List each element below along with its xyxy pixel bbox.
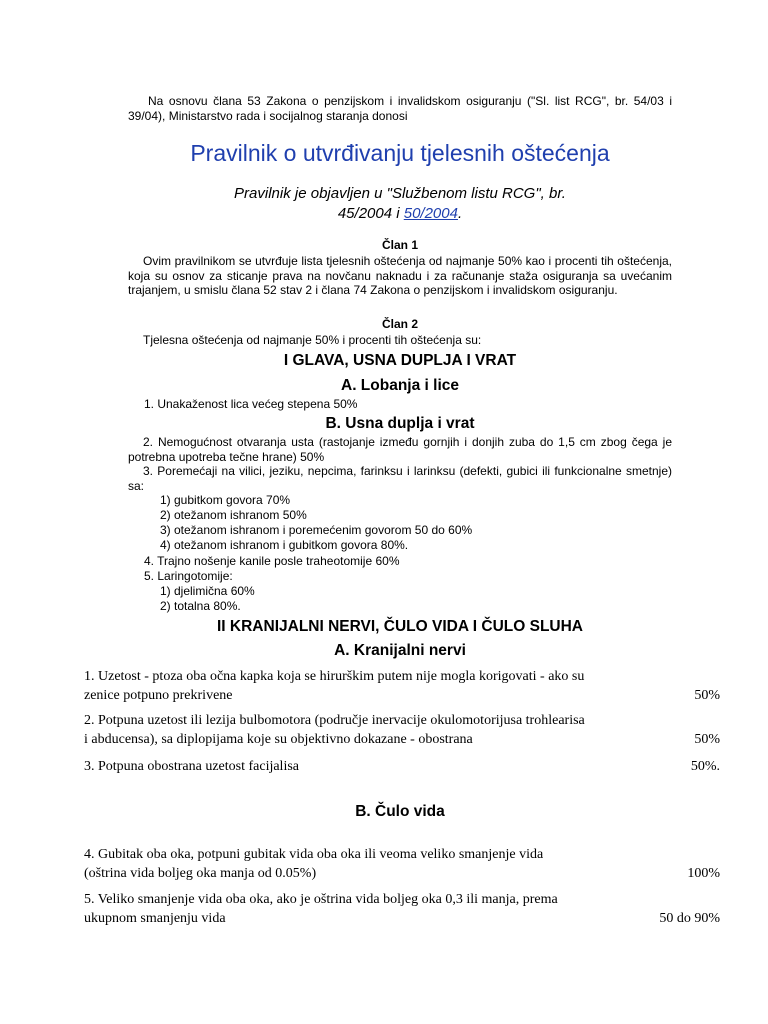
- page-title: Pravilnik o utvrđivanju tjelesnih oštećenja: [190, 140, 610, 166]
- subtitle-prefix: 45/2004 i: [337, 205, 404, 222]
- table-row: [84, 757, 724, 777]
- row-text-line-1: 5. Veliko smanjenje vida oba oka, ako je oštrina vida boljeg oka 0,3 ili manja, prema: [84, 892, 558, 907]
- glava1-section-b: B. Usna duplja i vrat: [325, 415, 475, 432]
- glava1-sub5-list: [160, 584, 660, 614]
- row-text-line-1: 3. Potpuna obostrana uzetost facijalisa: [84, 759, 299, 774]
- glava2-section-a: A. Kranijalni nervi: [334, 642, 466, 659]
- row-text-line-1: 4. Gubitak oba oka, potpuni gubitak vida oba oka ili veoma veliko smanjenje vida: [84, 847, 544, 862]
- clan1-text: Ovim pravilnikom se utvrđuje lista tjelesnih oštećenja od najmanje 50% kao i procenti tih oštećenja, koja su osnov za sticanje prava na novčanu naknadu i za računanje staža osiguranja sa uvećanim trajanjem, u smislu člana 52 stav 2 i člana 74 Zakona o penzijskom i invalidskom osiguranju.: [128, 254, 672, 297]
- row-percent: 50%: [694, 688, 720, 703]
- subtitle-line-1: Pravilnik je objavljen u "Službenom listu RCG", br.: [234, 185, 566, 202]
- intro-paragraph: [128, 94, 672, 123]
- row-percent: 50%.: [690, 759, 720, 774]
- clan1-heading: Član 1: [381, 238, 418, 252]
- page-subtitle: [200, 184, 600, 224]
- glava2-heading: II KRANIJALNI NERVI, ČULO VIDA I ČULO SLUHA: [217, 618, 583, 635]
- glava1-item-3: 3. Poremećaji na vilici, jeziku, nepcima, farinksu i larinksu (defekti, gubici ili funkcionalne smetnje) sa:: [128, 464, 672, 493]
- subtitle-line-2: [200, 204, 600, 224]
- list-item: 1) gubitkom govora 70%: [160, 493, 291, 507]
- clan2-heading: Član 2: [381, 317, 418, 331]
- list-item: 2) otežanom ishranom 50%: [160, 508, 307, 522]
- subtitle-suffix: .: [457, 205, 463, 222]
- table-row: [84, 711, 724, 751]
- glava1-item-5: 5. Laringotomije:: [144, 569, 233, 583]
- table-row: [84, 845, 724, 885]
- glava1-heading: I GLAVA, USNA DUPLJA I VRAT: [283, 352, 517, 369]
- list-item: 4) otežanom ishranom i gubitkom govora 80%.: [160, 538, 409, 552]
- clan2-text: Tjelesna oštećenja od najmanje 50% i procenti tih oštećenja su:: [143, 333, 482, 347]
- row-text-line-2: zenice potpuno prekrivene: [84, 688, 233, 703]
- table-row: [84, 890, 724, 930]
- gazette-link[interactable]: 50/2004: [403, 205, 458, 222]
- row-text-line-1: 1. Uzetost - ptoza oba očna kapka koja se hirurškim putem nije mogla korigovati - ako su: [84, 669, 585, 684]
- glava1-section-a: A. Lobanja i lice: [341, 377, 459, 394]
- list-item: 2) totalna 80%.: [160, 599, 241, 613]
- glava1-item-2: 2. Nemogućnost otvaranja usta (rastojanje između gornjih i donjih zuba do 1,5 cm zbog čega je potrebna upotreba tečne hrane) 50%: [128, 435, 672, 464]
- row-text-line-1: 2. Potpuna uzetost ili lezija bulbomotora (područje inervacije okulomotorijusa trohlearisa: [84, 713, 585, 728]
- row-text-line-2: ukupnom smanjenju vida: [84, 911, 226, 926]
- row-text-line-2: (oštrina vida boljeg oka manja od 0.05%): [84, 866, 317, 881]
- row-percent: 50%: [694, 732, 720, 747]
- intro-line-1: Na osnovu člana 53 Zakona o penzijskom i invalidskom osiguranju ("Sl. list RCG", br. 54/03 i: [148, 94, 672, 108]
- row-percent: 50 do 90%: [659, 911, 720, 926]
- glava1-item-4: 4. Trajno nošenje kanile posle traheotomije 60%: [144, 554, 400, 568]
- glava2-section-b: B. Čulo vida: [355, 803, 445, 820]
- list-item: 3) otežanom ishranom i poremećenim govorom 50 do 60%: [160, 523, 473, 537]
- list-item: 1) djelimična 60%: [160, 584, 255, 598]
- intro-line-2: 39/04), Ministarstvo rada i socijalnog staranja donosi: [128, 108, 408, 123]
- row-percent: 100%: [687, 866, 720, 881]
- table-row: [84, 667, 724, 707]
- glava1-item-a1: 1. Unakaženost lica većeg stepena 50%: [144, 397, 358, 411]
- glava1-sub3-list: [160, 493, 660, 553]
- row-text-line-2: i abducensa), sa diplopijama koje su objektivno dokazane - obostrana: [84, 732, 473, 747]
